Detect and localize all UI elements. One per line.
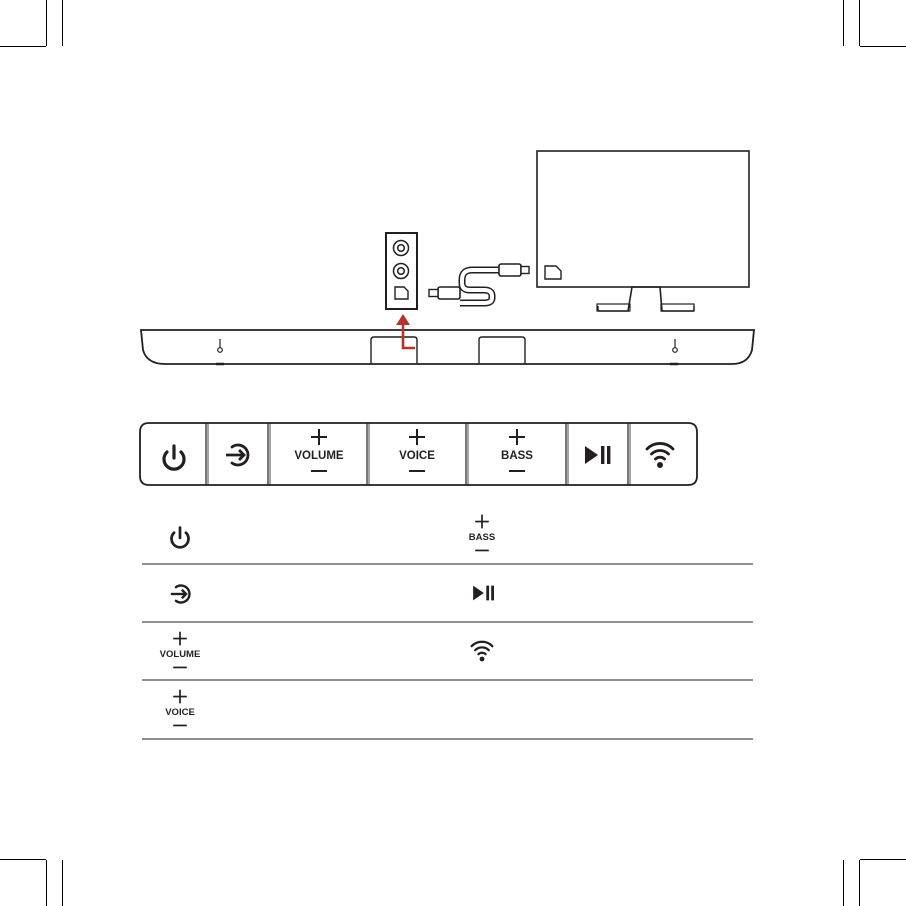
tv-illustration (537, 151, 749, 311)
legend-voice-icon (165, 690, 195, 726)
legend-play-pause-icon (473, 586, 494, 601)
legend-table (142, 564, 753, 739)
legend-wifi-icon (472, 642, 493, 662)
legend-power-icon (172, 528, 189, 548)
soundbar-illustration (141, 330, 754, 364)
voice-label: VOICE (399, 450, 435, 462)
legend-input-icon (171, 586, 190, 603)
legend-bass-label: BASS (468, 532, 496, 543)
legend-voice-label: VOICE (165, 707, 195, 718)
optical-cable (429, 264, 529, 303)
volume-label: VOLUME (294, 450, 344, 462)
legend-bass-icon (469, 515, 495, 551)
legend-volume-label: VOLUME (159, 649, 201, 660)
bass-label: BASS (501, 450, 533, 462)
soundbar-input-panel (386, 233, 417, 309)
legend-volume-icon (160, 632, 201, 668)
